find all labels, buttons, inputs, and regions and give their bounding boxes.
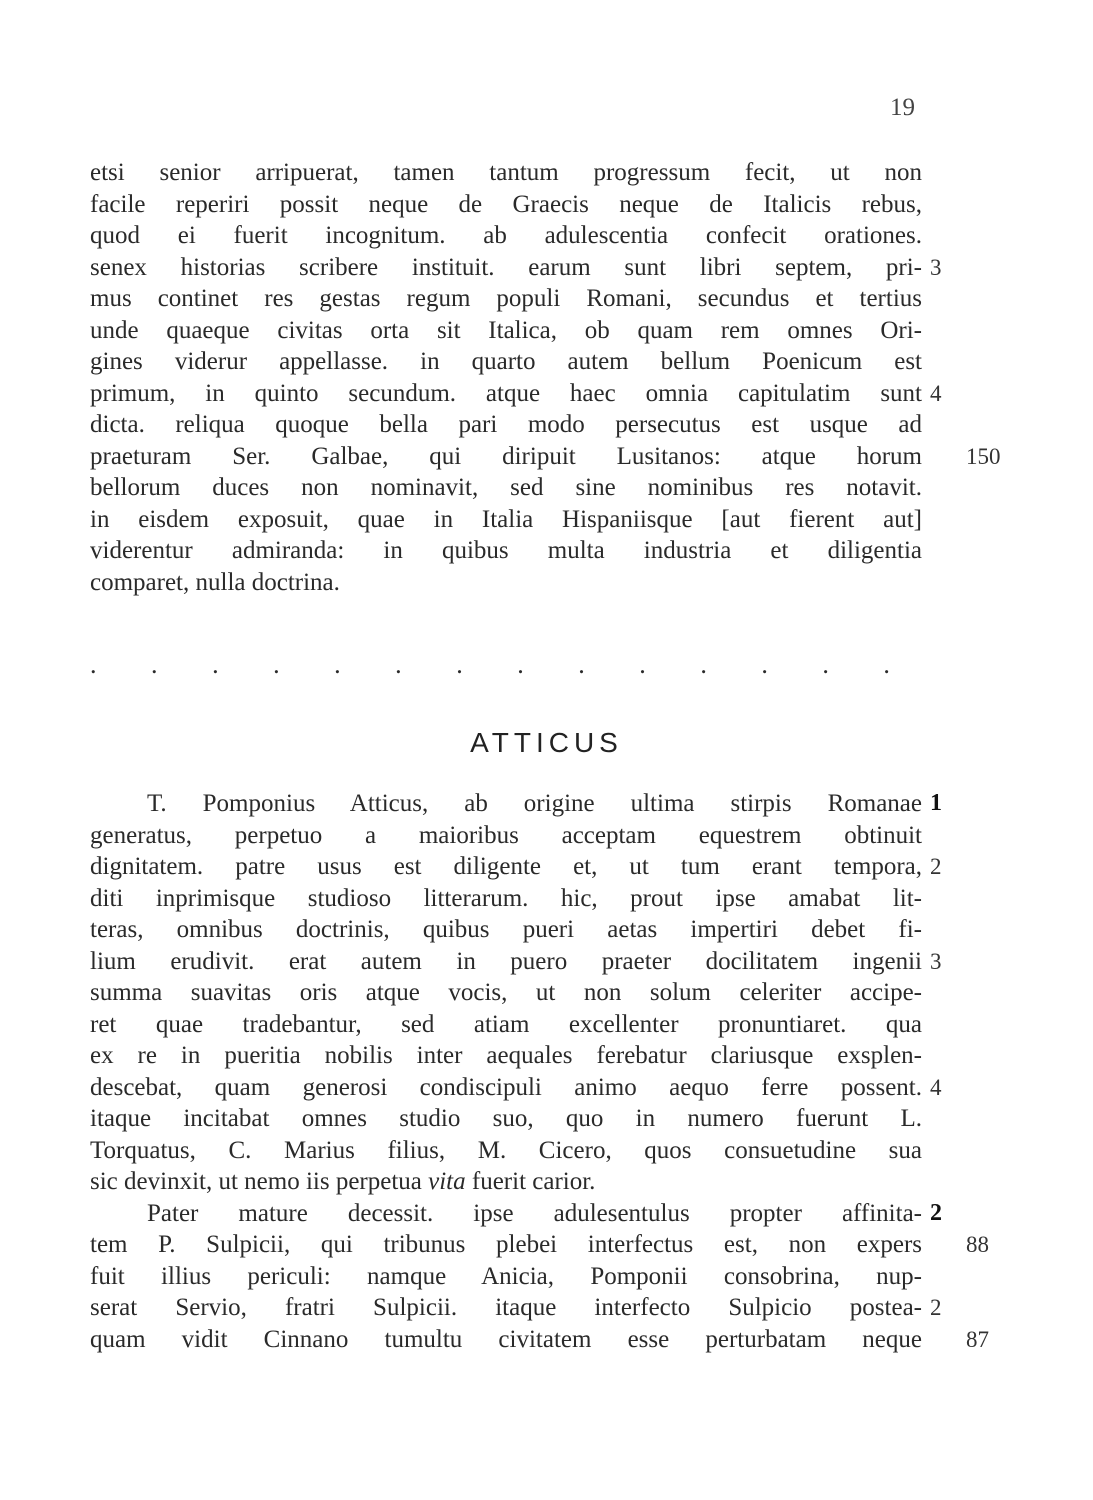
line-text: Torquatus, C. Marius filius, M. Cicero, quos consuetudine sua (90, 1136, 922, 1164)
text-line (90, 1072, 942, 1104)
text-line (90, 220, 922, 252)
ellipsis-dot: . (639, 650, 646, 679)
text-line (90, 1292, 942, 1324)
ellipsis-dot: . (212, 650, 219, 679)
line-text: itaque incitabat omnes studio suo, quo in numero fuerunt L. (90, 1105, 922, 1132)
text-line (90, 409, 922, 441)
line-text: T. Pomponius Atticus, ab origine ultima stirpis Romanae (147, 790, 922, 817)
text-line (90, 378, 942, 410)
line-text: in eisdem exposuit, quae in Italia Hispaniisque [aut fierent aut] (90, 505, 922, 533)
ellipsis-dot: . (395, 650, 402, 679)
chapter-number: 2 (930, 1199, 942, 1226)
ellipsis-row (90, 650, 890, 680)
text-line (90, 851, 942, 883)
text-line (90, 1198, 942, 1230)
line-text: gines viderur appellasse. in quarto autem bellum Poenicum est (90, 348, 922, 375)
line-text: summa suavitas oris atque vocis, ut non solum celeriter accipe- (90, 979, 922, 1006)
text-line (90, 283, 922, 315)
margin-reference: 87 (966, 1326, 989, 1352)
page-number: 19 (890, 94, 915, 121)
section-number: 4 (930, 380, 942, 406)
text-line (90, 946, 942, 978)
line-text (90, 1168, 595, 1195)
text-line (90, 1135, 922, 1167)
text-line (90, 883, 922, 915)
text-line (90, 788, 942, 820)
atticus-text-block (90, 788, 989, 1355)
section-heading: ATTICUS (470, 727, 623, 758)
text-line (90, 157, 922, 189)
ellipsis-dot: . (273, 650, 280, 679)
ellipsis-dot: . (700, 650, 707, 679)
line-text: teras, omnibus doctrinis, quibus pueri aetas impertiri debet fi- (90, 916, 922, 943)
ellipsis-dot: . (761, 650, 768, 679)
text-line (90, 1261, 922, 1293)
cato-text-block (90, 157, 1001, 598)
line-text: etsi senior arripuerat, tamen tantum progressum fecit, ut non (90, 159, 922, 186)
ellipsis-dot: . (456, 650, 463, 679)
line-text: quod ei fuerit incognitum. ab adulescentia confecit orationes. (90, 222, 922, 249)
line-text: dicta. reliqua quoque bella pari modo persecutus est usque ad (90, 411, 922, 438)
text-line (90, 315, 922, 347)
line-text: mus continet res gestas regum populi Romani, secundus et tertius (90, 285, 922, 312)
line-text: fuit illius periculi: namque Anicia, Pomponii consobrina, nup- (90, 1262, 922, 1290)
line-text: serat Servio, fratri Sulpicii. itaque interfecto Sulpicio postea- (90, 1294, 922, 1321)
text-line (90, 535, 922, 567)
section-number: 3 (930, 948, 942, 974)
ellipsis-dot: . (578, 650, 585, 679)
line-text: lium erudivit. erat autem in puero praeter docilitatem ingenii (90, 947, 922, 975)
section-number: 3 (930, 254, 942, 280)
line-text: ret quae tradebantur, sed atiam excellenter pronuntiaret. qua (90, 1010, 922, 1038)
text-line (90, 472, 922, 504)
chapter-number: 1 (930, 790, 942, 816)
ellipsis-dot: . (90, 650, 97, 679)
line-text: generatus, perpetuo a maioribus acceptam equestrem obtinuit (90, 821, 922, 849)
text-line (90, 1229, 989, 1261)
line-text: ex re in pueritia nobilis inter aequales ferebatur clariusque exsplen- (90, 1042, 922, 1069)
text-line (90, 1166, 922, 1198)
line-text: senex historias scribere instituit. earum sunt libri septem, pri- (90, 253, 922, 281)
line-text: comparet, nulla doctrina. (90, 568, 340, 596)
line-text: tem P. Sulpicii, qui tribunus plebei interfectus est, non expers (90, 1231, 922, 1258)
line-text: bellorum duces non nominavit, sed sine nominibus res notavit. (90, 474, 922, 501)
line-text: viderentur admiranda: in quibus multa industria et diligentia (90, 537, 922, 564)
line-text: facile reperiri possit neque de Graecis neque de Italicis rebus, (90, 190, 922, 218)
line-text-after: fuerit carior. (465, 1168, 596, 1195)
text-line (90, 977, 922, 1009)
text-line (90, 1009, 922, 1041)
line-text: descebat, quam generosi condiscipuli animo aequo ferre possent. (90, 1073, 922, 1101)
line-text: primum, in quinto secundum. atque haec omnia capitulatim sunt (90, 379, 922, 407)
italic-word: vita (428, 1168, 466, 1195)
section-number: 4 (930, 1074, 942, 1100)
section-number: 2 (930, 1295, 942, 1320)
section-number: 2 (930, 854, 942, 879)
text-line (90, 567, 922, 599)
text-line (90, 252, 942, 284)
line-text: Pater mature decessit. ipse adulesentulus propter affinita- (147, 1199, 922, 1227)
text-line (90, 504, 922, 536)
line-text: unde quaeque civitas orta sit Italica, ob quam rem omnes Ori- (90, 316, 922, 344)
ellipsis-dot: . (151, 650, 158, 679)
text-line (90, 346, 922, 378)
text-line (90, 914, 922, 946)
text-line (90, 441, 1001, 473)
ellipsis-dot: . (334, 650, 341, 679)
ellipsis-dot: . (517, 650, 524, 679)
ellipsis-dot: . (883, 650, 890, 679)
ellipsis-dot: . (822, 650, 829, 679)
line-text: dignitatem. patre usus est diligente et, ut tum erant tempora, (90, 853, 922, 880)
margin-reference: 150 (966, 443, 1001, 469)
line-text: praeturam Ser. Galbae, qui diripuit Lusitanos: atque horum (90, 442, 922, 470)
margin-reference: 88 (966, 1232, 989, 1257)
text-line (90, 820, 922, 852)
text-line (90, 1324, 989, 1356)
text-line (90, 1103, 922, 1135)
text-line (90, 189, 922, 221)
line-text: quam vidit Cinnano tumultu civitatem esse perturbatam neque (90, 1325, 922, 1353)
line-text: diti inprimisque studioso litterarum. hic, prout ipse amabat lit- (90, 884, 922, 912)
text-line (90, 1040, 922, 1072)
line-text-before: sic devinxit, ut nemo iis perpetua (90, 1168, 429, 1195)
